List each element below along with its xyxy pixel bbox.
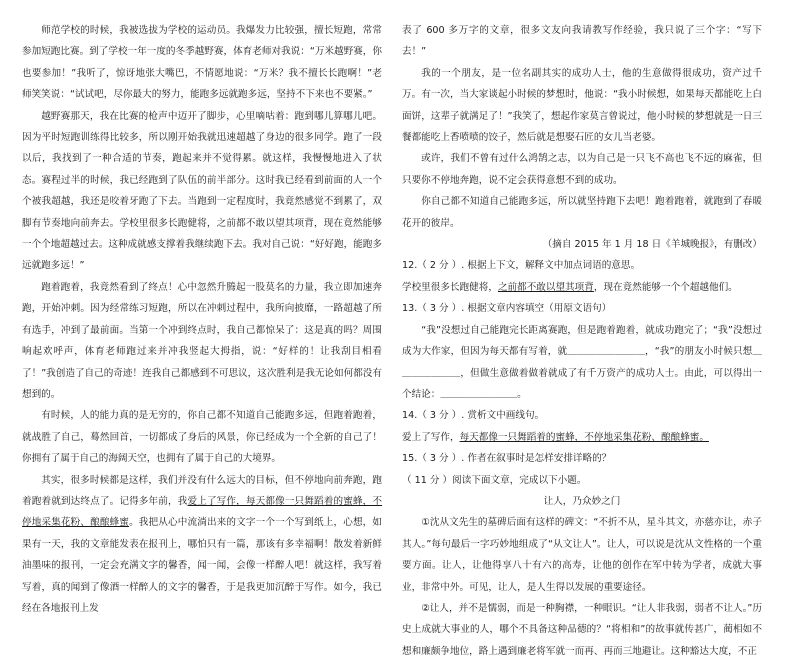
question-12: 12.（ 2 分 ）. 根据上下文，解释文中加点词语的意思。 <box>402 260 641 272</box>
left-column <box>22 20 382 619</box>
paragraph-sparrow: 或许，我们不曾有过什么鸿鹄之志，以为自己是一只飞不高也飞不远的麻雀，但只要你不停地奔跑，说不定会获得意想不到的成功。 <box>402 153 762 186</box>
paragraph-finish-line: 跑着跑着，我竟然看到了终点！心中忽然升腾起一股莫名的力量，我立即加速奔跑，开始冲刺。因为经常练习短跑，所以在冲刺过程中，我所向披靡，一路超越了所有选手，冲到了最前面。当第一个冲到终点时，我自己都惊呆了：这是真的吗？周围响起欢呼声，体育老师跑过来并冲我竖起大拇指，说：“好样的！让我刮目相看了！”我创造了自己的奇迹！连我自己都感到不可思议，这次胜利是我无论如何都没有想到的。 <box>22 281 382 400</box>
q12-dotted-phrase: 之前都不敢以望其项背 <box>497 281 594 293</box>
question-15: 15.（ 3 分 ）. 作者在叙事时是怎样安排详略的？ <box>402 453 612 465</box>
underlined-sentence: 爱上了写作，每天都像一只舞蹈着的蜜蜂，不停地采集花粉、酿酿蜂蜜 <box>22 495 383 529</box>
paragraph-race-day: 越野赛那天，我在比赛的枪声中迈开了脚步，心里嘀咕着：跑到哪儿算哪儿吧。因为平时短跑训练得比较多，所以刚开始我就迅速超越了身边的很多同学。跑了一段以后，我找到了一种合适的节奏，跑起来并不觉得累。就这样，我慢慢地进入了状态。赛程过半的时候，我已经跑到了队伍的前半部分。这时我已经看到前面的人一个个被我超越，我还是咬着牙跑了下去。当跑到一定程度时，我竟然感觉不到累了，双脚有节奏地向前奔去。学校里很多长跑健将，之前都不敢以望其项背，现在竟然能够一个个地超越过去。这种成就感支撑着我继续跑下去。我对自己说：“好好跑，能跑多远就跑多远！” <box>22 110 382 272</box>
paragraph-school-athlete: 师范学校的时候，我被选拔为学校的运动员。我爆发力比较强，擅长短跑，常常参加短跑比赛。到了学校一年一度的冬季越野赛，体育老师对我说：“万米越野赛，你也要参加！”我听了，惊讶地张大嘴巴，不情愿地说：“万米？我不擅长长跑啊！”老师笑笑说：“试试吧，尽你最大的努力，能跑多远就跑多远，坚持不下来也不要紧。” <box>22 25 382 101</box>
q14-text-pre: 爱上了写作， <box>402 431 460 443</box>
q12-text-pre: 学校里很多长跑健将， <box>402 281 498 293</box>
question-14: 14.（ 3 分 ）. 赏析文中画线句。 <box>402 410 545 422</box>
writing-text-post: 。我把从心中流淌出来的文字一个一个写到纸上，心想，如果有一天，我的文章能发表在报刊上，哪怕只有一篇，那该有多幸福啊！散发着新鲜油墨味的报刊，一定会充满文字的馨香，闻一闻，会像一样醉人吧！就这样，我写着写着，真的闻到了像酒一样醉人的文字的馨香，于是我更加沉醉于写作。如今，我已经在各地报刊上发 <box>22 517 383 614</box>
article-paragraph-2: ②让人，并不是懦弱，而是一种胸襟，一种眼识。“让人非我弱，弱者不让人。”历史上成就大事业的人，哪个不具备这种品德的？“将相和”的故事就传甚广，蔺相如不想和廉颇争地位，路上遇到廉老将军就一而再、再而三地避让。这种豁达大度，不正 <box>402 602 762 657</box>
question-14-sentence <box>402 427 762 448</box>
source-citation: （摘自 2015 年 1 月 18 日《羊城晚报》，有删改） <box>542 239 762 251</box>
paragraph-continuation: 表了 600 多万字的文章，很多文友向我请教写作经验，我只说了三个字：“写下去！” <box>402 25 762 58</box>
writing-text-pre: 其实，很多时候都是这样，我们并没有什么远大的目标，但不停地向前奔跑，跑着跑着就到达终点了。记得多年前，我 <box>22 474 382 507</box>
q14-underlined: 每天都像一只舞蹈着的蜜蜂，不停地采集花粉、酿酿蜂蜜。 <box>459 431 709 443</box>
paragraph-friend: 我的一个朋友，是一位名副其实的成功人士，他的生意做得很成功，资产过千万。有一次，当大家谈起小时候的梦想时，他说：“我小时候想，如果每天都能吃上白面饼，这辈子就满足了！”我笑了，想起作家莫言曾说过，他小时候的梦想就是一日三餐都能吃上香喷喷的饺子，然后就是想娶石匠的女儿当老婆。 <box>402 67 762 144</box>
question-13: 13.（ 3 分 ）. 根据文章内容填空（用原文语句） <box>402 303 612 315</box>
right-column <box>402 20 762 662</box>
paragraph-writing <box>22 470 382 620</box>
question-13-body: “我”没想过自己能跑完长距离赛跑，但是跑着跑着，就成功跑完了；“我”没想过成为大作家，但因为每天都有写着，就＿＿＿＿＿＿＿＿，“我”的朋友小时候只想＿＿＿＿＿＿＿，但做生意做着做着就成了有千万资产的成功人士。由此，可以得出一个结论：＿＿＿＿＿＿＿＿。 <box>402 324 762 400</box>
article-paragraph-1: ①沈从文先生的墓碑后面有这样的碑文：“不折不从，星斗其文，亦慈亦让，赤子其人。”每句最后一字巧妙地组成了“从文让人”。让人，可以说是沈从文性格的一个重要方面。让人，让他得享八十有六的高寿，让他的创作在军中转为学者，成就大事业，非常中外。可见，让人，是人生得以发展的重要途径。 <box>402 517 762 593</box>
reading-intro: （ 11 分 ）阅读下面文章，完成以下小题。 <box>402 474 587 486</box>
article-title: 让人，乃众妙之门 <box>543 495 621 507</box>
q12-text-post: ，现在竟然能够一个个超越他们。 <box>593 281 738 293</box>
paragraph-human-potential: 有时候，人的能力真的是无穷的，你自己都不知道自己能跑多远，但跑着跑着，就战胜了自己，蓦然回首，一切都成了身后的风景，你已经成为一个全新的自己了！你拥有了属于自己的海阔天空，也拥有了属于自己的大境界。 <box>22 410 382 465</box>
question-12-sentence <box>402 277 762 298</box>
paragraph-conclusion: 你自己都不知道自己能跑多远，所以就坚持跑下去吧！跑着跑着，就跑到了春暖花开的彼岸。 <box>402 196 762 229</box>
